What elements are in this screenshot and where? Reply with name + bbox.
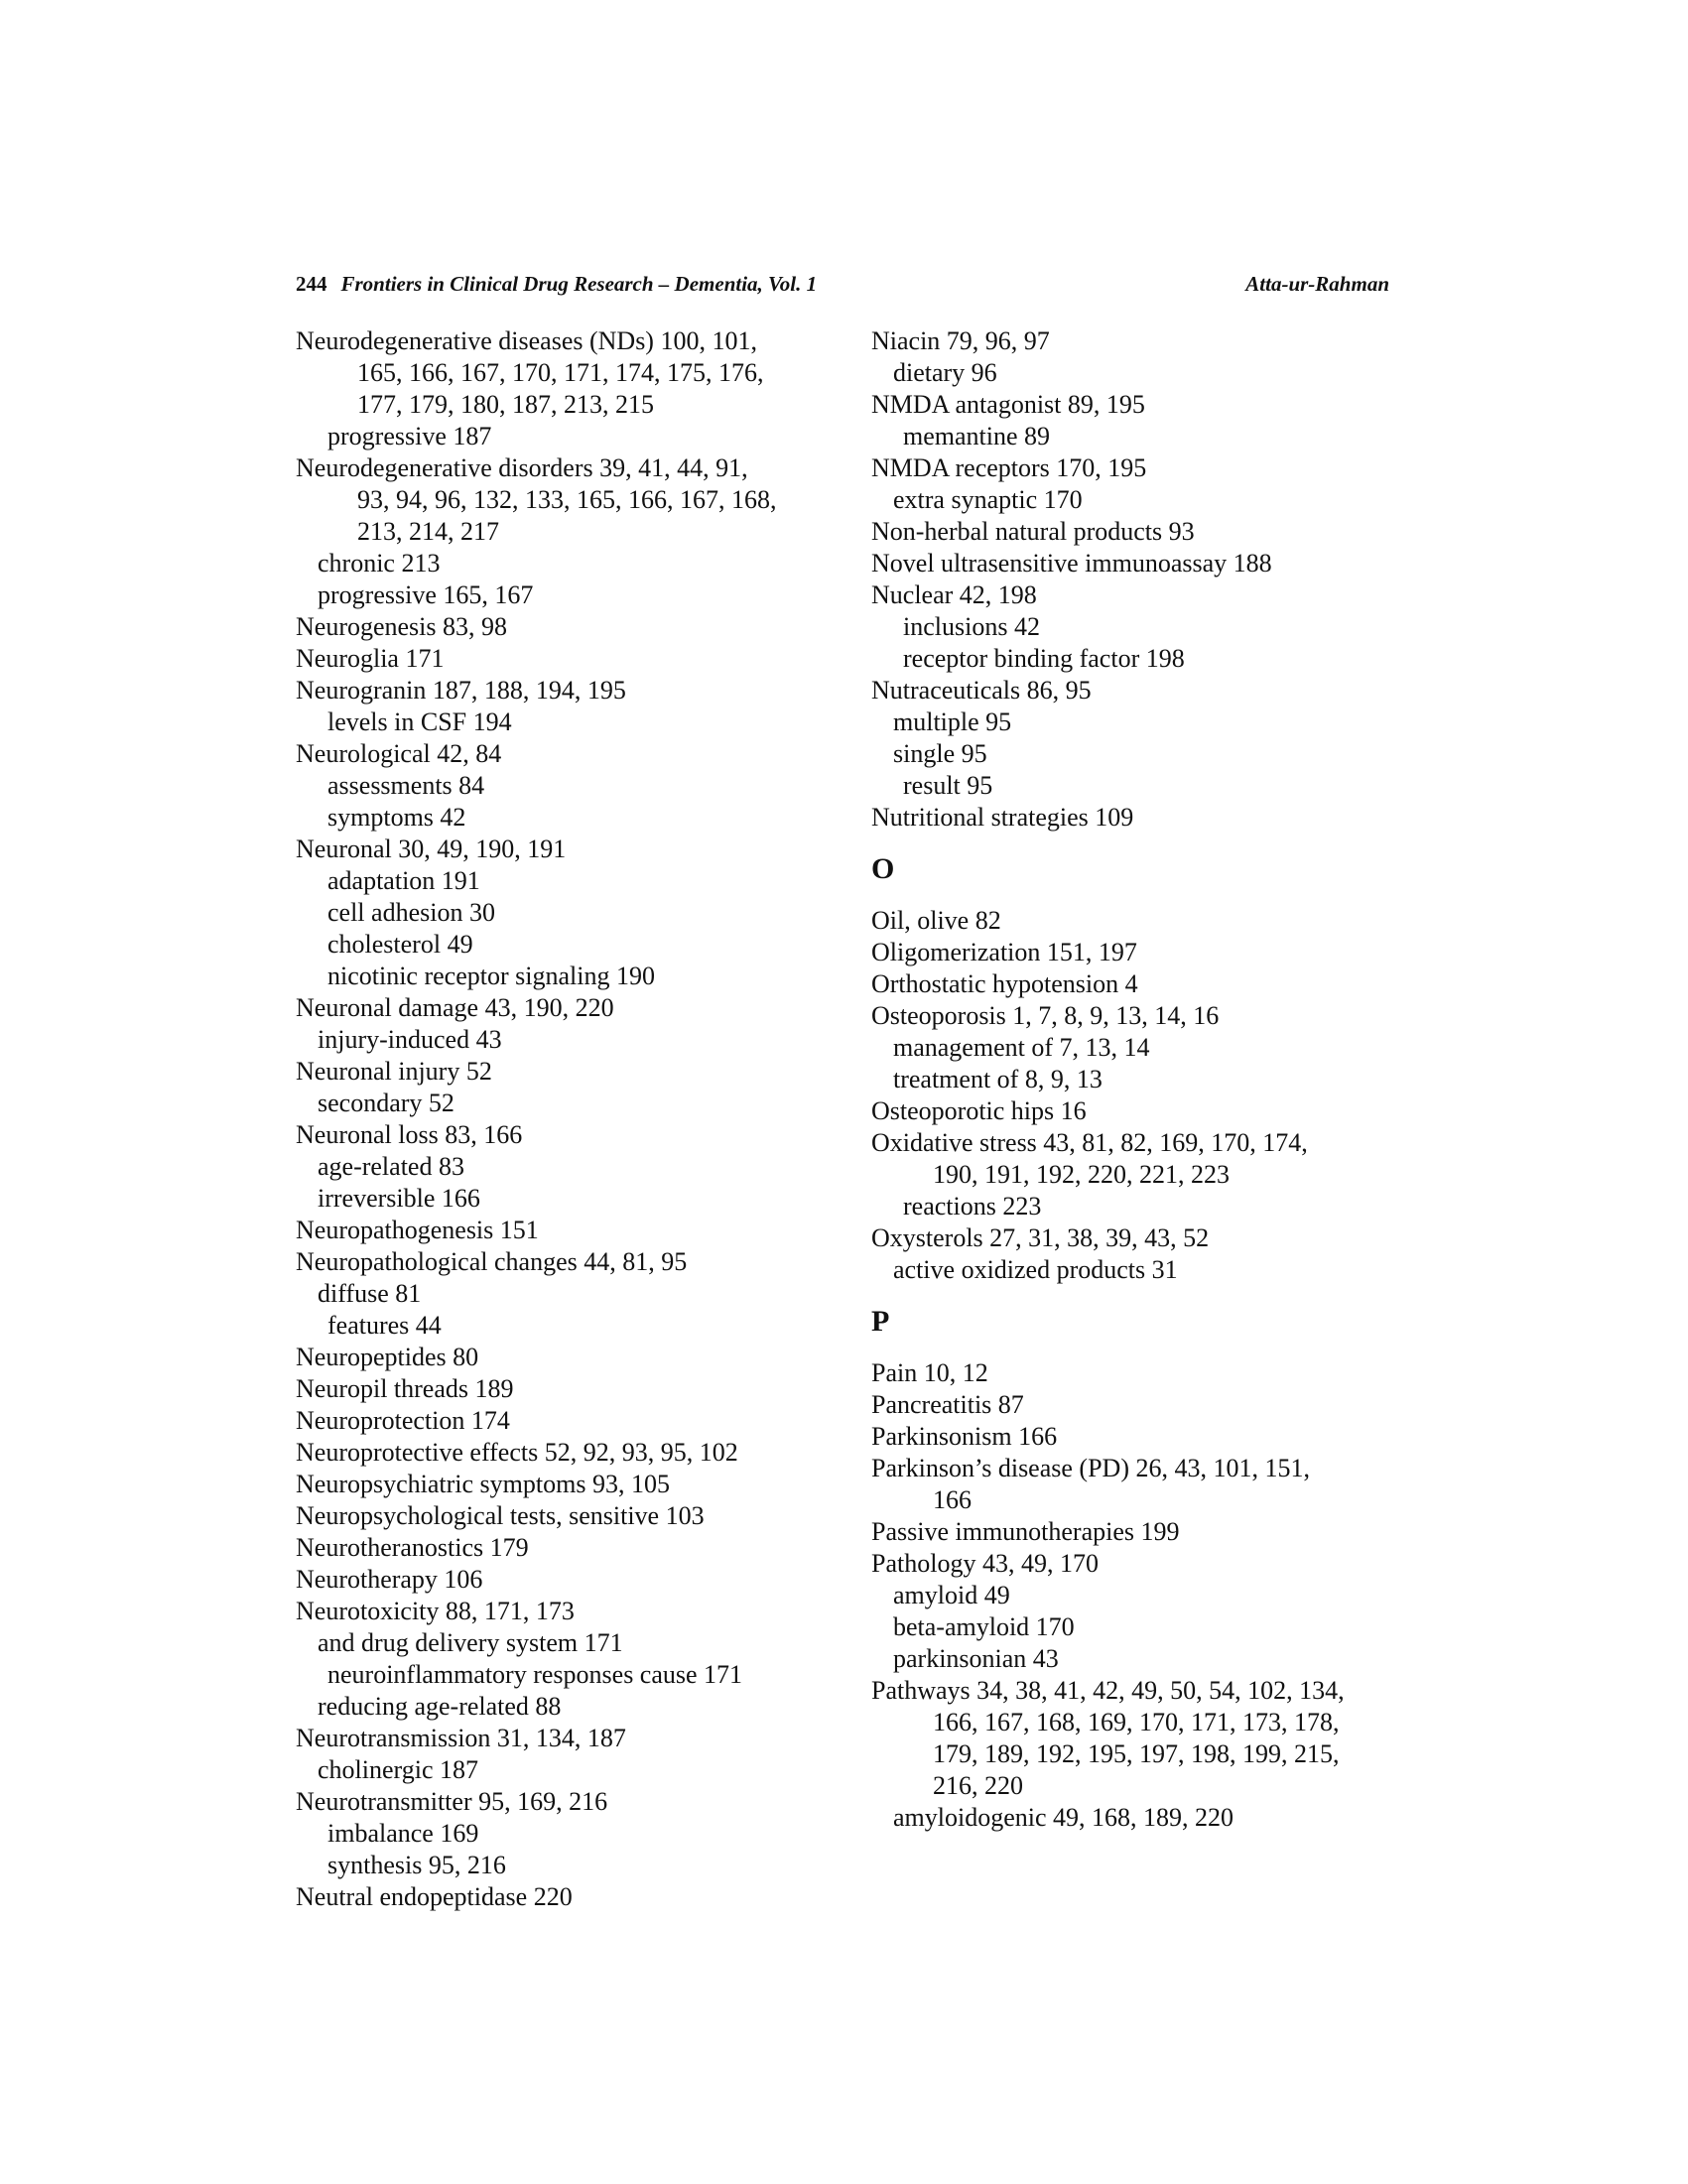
index-subentry: 165, 166, 167, 170, 171, 174, 175, 176, [357, 358, 764, 387]
index-subentry: nicotinic receptor signaling 190 [327, 962, 655, 990]
index-subentry: 93, 94, 96, 132, 133, 165, 166, 167, 168, [357, 485, 777, 514]
index-entry: Oligomerization 151, 197 [871, 938, 1137, 966]
index-subentry: 190, 191, 192, 220, 221, 223 [933, 1160, 1230, 1189]
index-subentry: memantine 89 [903, 422, 1051, 450]
index-subentry: inclusions 42 [903, 612, 1040, 641]
index-subentry: active oxidized products 31 [893, 1255, 1178, 1284]
index-subentry: features 44 [327, 1311, 442, 1340]
index-entry: Neurogranin 187, 188, 194, 195 [296, 676, 626, 705]
index-subentry: amyloid 49 [893, 1581, 1010, 1609]
index-column-left [296, 325, 851, 1913]
index-entry: Parkinsonism 166 [871, 1422, 1058, 1451]
book-title: Frontiers in Clinical Drug Research – Dementia, Vol. 1 [340, 272, 818, 296]
index-entry: Pathology 43, 49, 170 [871, 1549, 1099, 1578]
index-entry: Neuropathological changes 44, 81, 95 [296, 1247, 688, 1276]
index-entry: Neurological 42, 84 [296, 739, 502, 768]
index-subentry: symptoms 42 [327, 803, 466, 832]
index-group-o [871, 905, 1407, 1286]
index-group-n [871, 325, 1407, 834]
running-header [296, 272, 1389, 302]
index-subentry: cholinergic 187 [318, 1755, 478, 1784]
index-entry: Neurodegenerative diseases (NDs) 100, 101, [296, 326, 757, 355]
index-subentry: amyloidogenic 49, 168, 189, 220 [893, 1803, 1234, 1832]
index-entry: Neuropsychiatric symptoms 93, 105 [296, 1470, 670, 1498]
index-entry: Neuroprotective effects 52, 92, 93, 95, 102 [296, 1438, 738, 1467]
author-name: Atta-ur-Rahman [1245, 272, 1389, 296]
index-subentry: extra synaptic 170 [893, 485, 1083, 514]
index-subentry: and drug delivery system 171 [318, 1628, 623, 1657]
section-letter-o: O [871, 852, 895, 885]
index-subentry: 166, 167, 168, 169, 170, 171, 173, 178, [933, 1708, 1340, 1736]
index-group-p [871, 1357, 1407, 1834]
index-entry: Neurotherapy 106 [296, 1565, 483, 1594]
index-subentry: parkinsonian 43 [893, 1644, 1059, 1673]
index-subentry: secondary 52 [318, 1089, 454, 1117]
index-entry: NMDA antagonist 89, 195 [871, 390, 1145, 419]
index-subentry: 213, 214, 217 [357, 517, 499, 546]
index-entry: Neurodegenerative disorders 39, 41, 44, 91, [296, 453, 748, 482]
header-left [296, 272, 817, 297]
index-entry: Neuronal 30, 49, 190, 191 [296, 835, 567, 863]
index-subentry: 177, 179, 180, 187, 213, 215 [357, 390, 654, 419]
index-subentry: progressive 187 [327, 422, 492, 450]
index-entry: Neuropathogenesis 151 [296, 1216, 539, 1244]
index-entry: Neurotransmitter 95, 169, 216 [296, 1787, 608, 1816]
index-entry: Neuroprotection 174 [296, 1406, 510, 1435]
index-subentry: levels in CSF 194 [327, 707, 512, 736]
index-subentry: receptor binding factor 198 [903, 644, 1185, 673]
index-entry: Neurotheranostics 179 [296, 1533, 529, 1562]
index-entry: Osteoporotic hips 16 [871, 1096, 1087, 1125]
index-entry: Neuronal loss 83, 166 [296, 1120, 523, 1149]
index-subentry: management of 7, 13, 14 [893, 1033, 1150, 1062]
index-entry: Neurogenesis 83, 98 [296, 612, 508, 641]
index-entry: Neurotoxicity 88, 171, 173 [296, 1597, 575, 1625]
index-subentry: assessments 84 [327, 771, 485, 800]
index-entry: Oil, olive 82 [871, 906, 1001, 935]
page-number: 244 [296, 272, 327, 296]
index-column-right [871, 325, 1407, 1834]
index-entry: Neuronal damage 43, 190, 220 [296, 993, 614, 1022]
index-subentry: chronic 213 [318, 549, 441, 578]
index-subentry: 216, 220 [933, 1771, 1023, 1800]
index-entry: Non-herbal natural products 93 [871, 517, 1195, 546]
index-entry: Nutraceuticals 86, 95 [871, 676, 1092, 705]
index-entry: Neuropil threads 189 [296, 1374, 514, 1403]
index-entry: Neuronal injury 52 [296, 1057, 492, 1086]
index-subentry: cell adhesion 30 [327, 898, 495, 927]
index-subentry: diffuse 81 [318, 1279, 422, 1308]
index-subentry: 166 [933, 1485, 972, 1514]
index-entry: Parkinson’s disease (PD) 26, 43, 101, 151, [871, 1454, 1310, 1482]
index-entry: Nuclear 42, 198 [871, 580, 1037, 609]
index-entry: Neuropeptides 80 [296, 1343, 479, 1371]
index-entry: Pathways 34, 38, 41, 42, 49, 50, 54, 102, 134, [871, 1676, 1345, 1705]
index-subentry: cholesterol 49 [327, 930, 473, 959]
index-subentry: progressive 165, 167 [318, 580, 534, 609]
index-entry: Oxysterols 27, 31, 38, 39, 43, 52 [871, 1223, 1210, 1252]
index-subentry: dietary 96 [893, 358, 997, 387]
index-subentry: adaptation 191 [327, 866, 480, 895]
index-entry: Pain 10, 12 [871, 1358, 988, 1387]
index-subentry: reactions 223 [903, 1192, 1042, 1220]
index-subentry: imbalance 169 [327, 1819, 479, 1848]
index-subentry: reducing age-related 88 [318, 1692, 562, 1721]
index-subentry: injury-induced 43 [318, 1025, 502, 1054]
index-entry: Neurotransmission 31, 134, 187 [296, 1724, 626, 1752]
index-entry: Orthostatic hypotension 4 [871, 969, 1138, 998]
index-subentry: synthesis 95, 216 [327, 1851, 506, 1879]
index-entry: Neuroglia 171 [296, 644, 445, 673]
index-entry: Passive immunotherapies 199 [871, 1517, 1180, 1546]
section-letter-p: P [871, 1305, 890, 1338]
index-subentry: age-related 83 [318, 1152, 464, 1181]
index-entry: Neutral endopeptidase 220 [296, 1882, 573, 1911]
index-subentry: treatment of 8, 9, 13 [893, 1065, 1103, 1093]
index-entry: Osteoporosis 1, 7, 8, 9, 13, 14, 16 [871, 1001, 1220, 1030]
index-subentry: beta-amyloid 170 [893, 1612, 1075, 1641]
index-entry: Nutritional strategies 109 [871, 803, 1134, 832]
index-entry: Pancreatitis 87 [871, 1390, 1024, 1419]
index-subentry: neuroinflammatory responses cause 171 [327, 1660, 743, 1689]
index-entry: Oxidative stress 43, 81, 82, 169, 170, 174, [871, 1128, 1308, 1157]
index-entry: NMDA receptors 170, 195 [871, 453, 1147, 482]
index-entry: Niacin 79, 96, 97 [871, 326, 1050, 355]
index-subentry: multiple 95 [893, 707, 1012, 736]
index-subentry: 179, 189, 192, 195, 197, 198, 199, 215, [933, 1739, 1340, 1768]
index-entry: Novel ultrasensitive immunoassay 188 [871, 549, 1272, 578]
index-subentry: irreversible 166 [318, 1184, 480, 1213]
index-entry: Neuropsychological tests, sensitive 103 [296, 1501, 705, 1530]
index-subentry: result 95 [903, 771, 993, 800]
index-subentry: single 95 [893, 739, 987, 768]
